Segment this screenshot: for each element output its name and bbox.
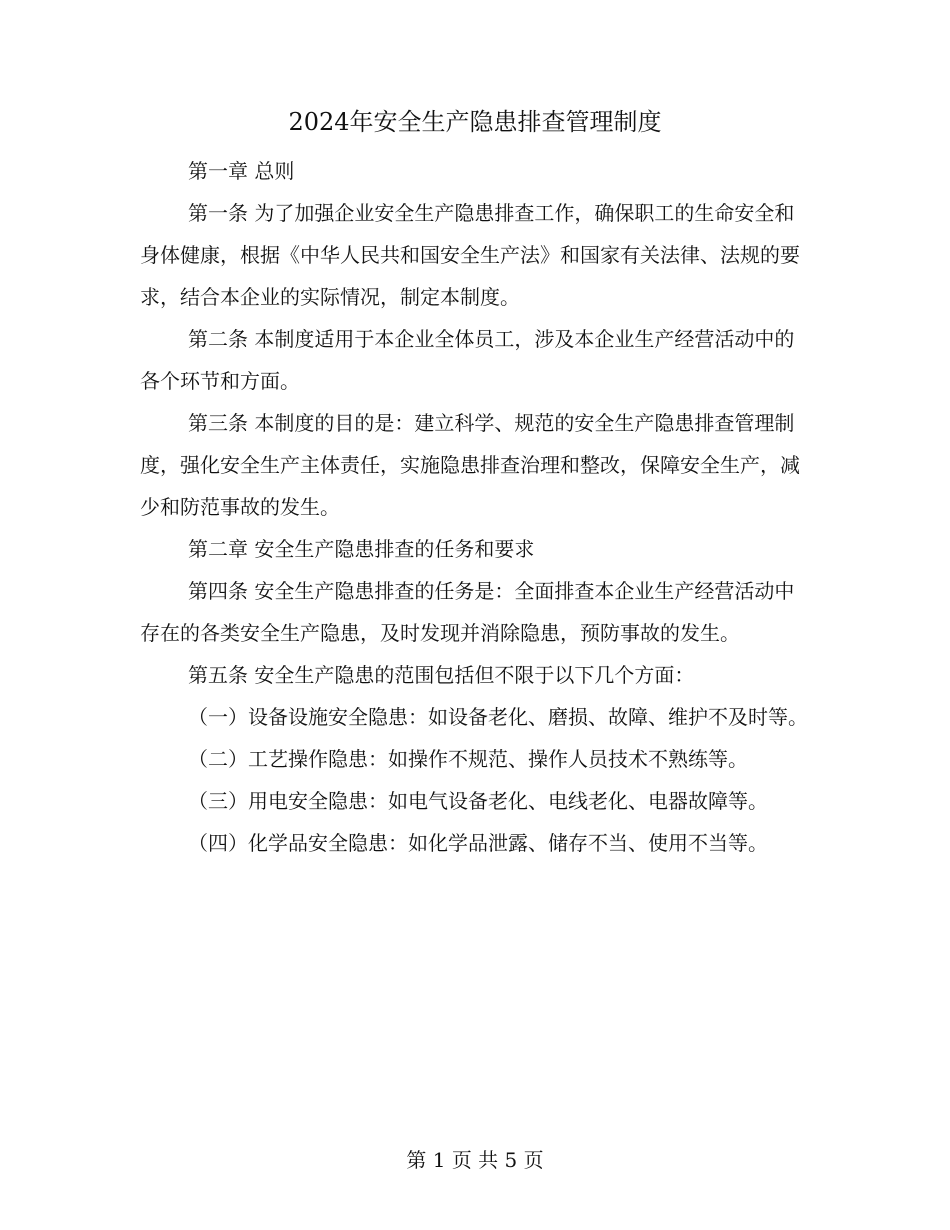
article-5: 第五条 安全生产隐患的范围包括但不限于以下几个方面：: [188, 663, 695, 687]
article-2: 第二条 本制度适用于本企业全体员工，涉及本企业生产经营活动中的各个环节和方面。: [140, 327, 795, 393]
chapter-2-heading: 第二章 安全生产隐患排查的任务和要求: [188, 537, 535, 561]
document-title: 2024年安全生产隐患排查管理制度: [288, 108, 662, 136]
page-footer: 第 1 页 共 5 页: [406, 1148, 544, 1172]
article-3: 第三条 本制度的目的是：建立科学、规范的安全生产隐患排查管理制度，强化安全生产主体责任，实施隐患排查治理和整改，保障安全生产，减少和防范事故的发生。: [140, 411, 800, 519]
list-item-1: （一）设备设施安全隐患：如设备老化、磨损、故障、维护不及时等。: [188, 705, 808, 729]
chapter-1-heading: 第一章 总则: [188, 159, 295, 183]
document-body: [140, 150, 810, 864]
list-item-3: （三）用电安全隐患：如电气设备老化、电线老化、电器故障等。: [188, 789, 768, 813]
article-4: 第四条 安全生产隐患排查的任务是：全面排查本企业生产经营活动中存在的各类安全生产隐患，及时发现并消除隐患，预防事故的发生。: [140, 579, 795, 645]
list-item-4: （四）化学品安全隐患：如化学品泄露、储存不当、使用不当等。: [188, 831, 768, 855]
article-1: 第一条 为了加强企业安全生产隐患排查工作，确保职工的生命安全和身体健康，根据《中华人民共和国安全生产法》和国家有关法律、法规的要求，结合本企业的实际情况，制定本制度。: [140, 201, 800, 309]
list-item-2: （二）工艺操作隐患：如操作不规范、操作人员技术不熟练等。: [188, 747, 748, 771]
